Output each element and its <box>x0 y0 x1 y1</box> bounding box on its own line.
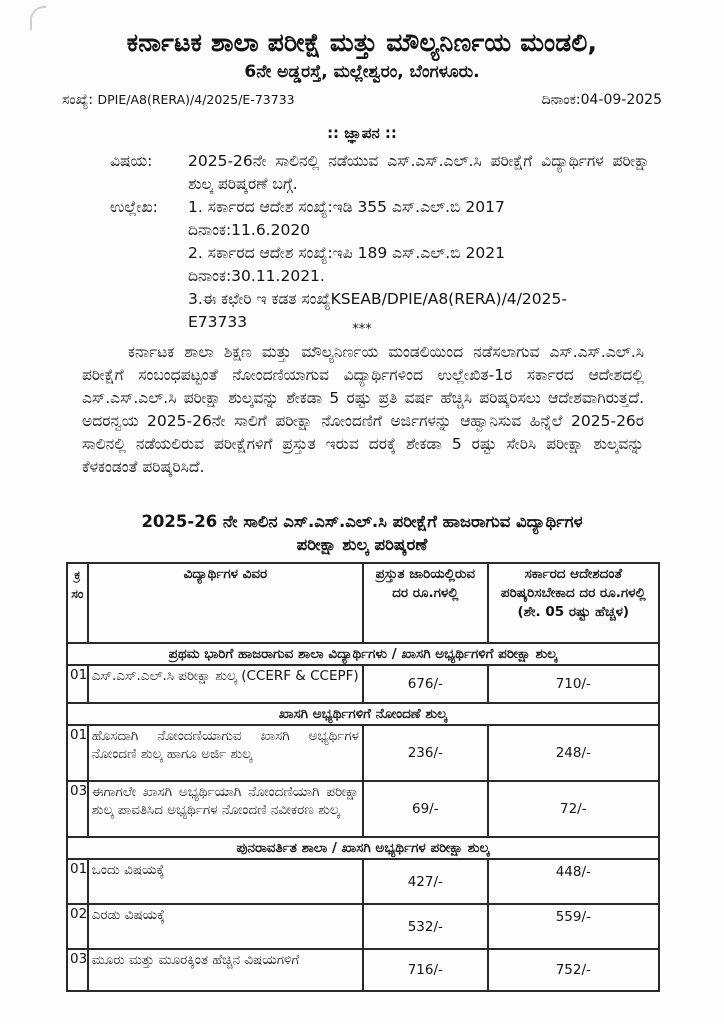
header-description: ವಿದ್ಯಾರ್ಥಿಗಳ ವಿವರ <box>88 563 363 643</box>
reference-item: 3.ಈ ಕಛೇರಿ ಇ ಕಡತ ಸಂಖ್ಯೆKSEAB/DPIE/A8(RERA)/4/2025- <box>188 290 567 308</box>
cell-revised-rate: 448/- <box>488 859 659 904</box>
subject-label: ವಿಷಯ: <box>110 152 153 170</box>
cell-serial: 03 <box>67 949 88 991</box>
letterhead-title: ಕರ್ನಾಟಕ ಶಾಲಾ ಪರೀಕ್ಷೆ ಮತ್ತು ಮೌಲ್ಯನಿರ್ಣಯ ಮಂಡಲಿ, <box>126 28 598 57</box>
cell-current-rate: 69/- <box>363 781 488 837</box>
table-row <box>67 859 659 904</box>
cell-description: ಈಗಾಗಲೇ ಖಾಸಗಿ ಅಭ್ಯರ್ಥಿಯಾಗಿ ನೋಂದಣಿಯಾಗಿ ಪರೀಕ್ಷಾ ಶುಲ್ಕ ಪಾವತಿಸಿದ ಅಭ್ಯರ್ಥಿಗಳ ನೋಂದಣಿ ನವೀಕರಣ ಶುಲ್ಕ <box>88 781 363 837</box>
cell-serial: 03 <box>67 781 88 837</box>
body-paragraph: ಕರ್ನಾಟಕ ಶಾಲಾ ಶಿಕ್ಷಣ ಮತ್ತು ಮೌಲ್ಯನಿರ್ಣಯ ಮಂಡಲಿಯಿಂದ ನಡೆಸಲಾಗುವ ಎಸ್.ಎಸ್.ಎಲ್.ಸಿ ಪರೀಕ್ಷೆಗೆ ಸಂಬಂಧಪಟ್ಟಂತೆ ನೋಂದಣಿಯಾಗುವ ವಿದ್ಯಾರ್ಥಿಗಳಿಂದ ಉಲ್ಲೇಖಿತ-1ರ ಸರ್ಕಾರದ ಆದೇಶದಲ್ಲಿ ಎಸ್.ಎಸ್.ಎಲ್.ಸಿ ಪರೀಕ್ಷಾ ಶುಲ್ಕವನ್ನು ಶೇಕಡಾ 5 ರಷ್ಟು ಪ್ರತಿ ವರ್ಷ ಹೆಚ್ಚಿಸಿ ಪರಿಷ್ಕರಿಸಲು ಆದೇಶವಾಗಿರುತ್ತದೆ. ಅದರನ್ವಯ 2025-26ನೇ ಸಾಲಿಗೆ ಪರೀಕ್ಷಾ ನೋಂದಣಿಗೆ ಅರ್ಜಿಗಳನ್ನು ಆಹ್ವಾನಿಸುವ ಹಿನ್ನೆಲೆ 2025-26ರ ಸಾಲಿನಲ್ಲಿ ನಡೆಯಲಿರುವ ಪರೀಕ್ಷೆಗಳಿಗೆ ಪ್ರಸ್ತುತ ಇರುವ ದರಕ್ಕೆ ಶೇಕಡಾ 5 ರಷ್ಟು ಸೇರಿಸಿ ಪರೀಕ್ಷಾ ಶುಲ್ಕವನ್ನು ಕೆಳಕಂಡಂತೆ ಪರಿಷ್ಕರಿಸಿದೆ. <box>82 343 644 476</box>
section-row <box>67 837 659 859</box>
table-row <box>67 949 659 991</box>
table-row <box>67 725 659 781</box>
scan-corner-mark <box>30 6 46 30</box>
cell-description: ಹೊಸದಾಗಿ ನೋಂದಣಿಯಾಗುವ ಖಾಸಗಿ ಅಭ್ಯರ್ಥಿಗಳ ನೋಂದಣಿ ಶುಲ್ಕ ಹಾಗೂ ಅರ್ಜಿ ಶುಲ್ಕ <box>88 725 363 781</box>
subject-and-references <box>110 150 650 334</box>
cell-current-rate: 716/- <box>363 949 488 991</box>
references-list <box>188 196 650 334</box>
reference-item: 2. ಸರ್ಕಾರದ ಆದೇಶ ಸಂಖ್ಯೆ:ಇಪಿ 189 ಎಸ್.ಎಲ್.ಬಿ 2021 <box>188 244 505 262</box>
header-revised-rate-note: (ಶೇ. 05 ರಷ್ಟು ಹೆಚ್ಚಳ) <box>517 604 630 620</box>
cell-current-rate: 427/- <box>363 859 488 904</box>
subject-text: 2025-26ನೇ ಸಾಲಿನಲ್ಲಿ ನಡೆಯುವ ಎಸ್.ಎಸ್.ಎಲ್.ಸಿ ಪರೀಕ್ಷೆಗೆ ವಿದ್ಯಾರ್ಥಿಗಳ ಪರೀಕ್ಷಾ ಶುಲ್ಕ ಪರಿಷ್ಕರಣೆ ಬಗ್ಗೆ. <box>188 152 650 193</box>
header-revised-rate <box>488 563 659 643</box>
fee-table <box>66 562 660 992</box>
cell-description: ಎರಡು ವಿಷಯಕ್ಕೆ <box>88 904 363 949</box>
table-row <box>67 781 659 837</box>
table-row <box>67 665 659 703</box>
reference-date <box>542 92 662 108</box>
subject-row <box>110 150 650 196</box>
cell-description: ಒಂದು ವಿಷಯಕ್ಕೆ <box>88 859 363 904</box>
cell-current-rate: 676/- <box>363 665 488 703</box>
cell-revised-rate: 559/- <box>488 904 659 949</box>
cell-serial: 01 <box>67 725 88 781</box>
header-current-rate: ಪ್ರಸ್ತುತ ಜಾರಿಯಲ್ಲಿರುವ ದರ ರೂ.ಗಳಲ್ಲಿ <box>363 563 488 643</box>
cell-serial: 01 <box>67 859 88 904</box>
cell-revised-rate: 72/- <box>488 781 659 837</box>
notice-heading: :: ಜ್ಞಾಪನ :: <box>327 124 397 142</box>
section-title: ಖಾಸಗಿ ಅಭ್ಯರ್ಥಿಗಳಿಗೆ ನೋಂದಣೆ ಶುಲ್ಕ <box>67 703 659 725</box>
table-header-row <box>67 563 659 643</box>
cell-current-rate: 236/- <box>363 725 488 781</box>
separator-stars: *** <box>352 322 372 337</box>
reference-date-label: ದಿನಾಂಕ: <box>541 92 581 108</box>
reference-number-label: ಸಂಖ್ಯೆ: <box>62 92 94 108</box>
reference-item: ದಿನಾಂಕ:11.6.2020 <box>188 221 311 239</box>
header-serial: ಕ್ರ ಸಂ <box>67 563 88 643</box>
cell-description: ಮೂರು ಮತ್ತು ಮೂರಕ್ಕಿಂತ ಹೆಚ್ಚಿನ ವಿಷಯಗಳಿಗೆ <box>88 949 363 991</box>
cell-revised-rate: 710/- <box>488 665 659 703</box>
cell-revised-rate: 752/- <box>488 949 659 991</box>
cell-description: ಎಸ್.ಎಸ್.ಎಲ್.ಸಿ ಪರೀಕ್ಷಾ ಶುಲ್ಕ (CCERF & CCEPF) <box>88 665 363 703</box>
cell-revised-rate: 248/- <box>488 725 659 781</box>
reference-number-value: DPIE/A8(RERA)/4/2025/E-73733 <box>97 92 295 107</box>
header-revised-rate-text: ಸರ್ಕಾರದ ಆದೇಶದಂತೆ ಪರಿಷ್ಕರಿಸಬೇಕಾದ ದರ ರೂ.ಗಳಲ್ಲಿ <box>500 566 646 601</box>
section-row <box>67 703 659 725</box>
references-label: ಉಲ್ಲೇಖ: <box>110 198 158 216</box>
reference-item: ದಿನಾಂಕ:30.11.2021. <box>188 267 325 285</box>
section-title: ಪುನರಾವರ್ತಿತ ಶಾಲಾ / ಖಾಸಗಿ ಅಭ್ಯರ್ಥಿಗಳ ಪರೀಕ್ಷಾ ಶುಲ್ಕ <box>67 837 659 859</box>
reference-number <box>62 92 295 108</box>
table-row <box>67 904 659 949</box>
references-row <box>110 196 650 334</box>
table-title <box>0 510 724 556</box>
letterhead-address: 6ನೇ ಅಡ್ಡರಸ್ತೆ, ಮಲ್ಲೇಶ್ವರಂ, ಬೆಂಗಳೂರು. <box>244 62 480 82</box>
reference-line <box>62 92 662 108</box>
table-title-line: ಪರೀಕ್ಷಾ ಶುಲ್ಕ ಪರಿಷ್ಕರಣೆ <box>296 535 428 554</box>
cell-current-rate: 532/- <box>363 904 488 949</box>
cell-serial: 01 <box>67 665 88 703</box>
section-title: ಪ್ರಥಮ ಭಾರಿಗೆ ಹಾಜರಾಗುವ ಶಾಲಾ ವಿದ್ಯಾರ್ಥಿಗಳು / ಖಾಸಗಿ ಅಭ್ಯರ್ಥಿಗಳಿಗೆ ಪರೀಕ್ಷಾ ಶುಲ್ಕ <box>67 643 659 665</box>
cell-serial: 02 <box>67 904 88 949</box>
section-row <box>67 643 659 665</box>
reference-item: E73733 <box>188 313 248 331</box>
table-title-line: 2025-26 ನೇ ಸಾಲಿನ ಎಸ್.ಎಸ್.ಎಲ್.ಸಿ ಪರೀಕ್ಷೆಗೆ ಹಾಜರಾಗುವ ವಿದ್ಯಾರ್ಥಿಗಳ <box>141 512 583 531</box>
reference-date-value: 04-09-2025 <box>580 92 662 108</box>
reference-item: 1. ಸರ್ಕಾರದ ಆದೇಶ ಸಂಖ್ಯೆ:ಇಡಿ 355 ಎಸ್.ಎಲ್.ಬಿ 2017 <box>188 198 505 216</box>
